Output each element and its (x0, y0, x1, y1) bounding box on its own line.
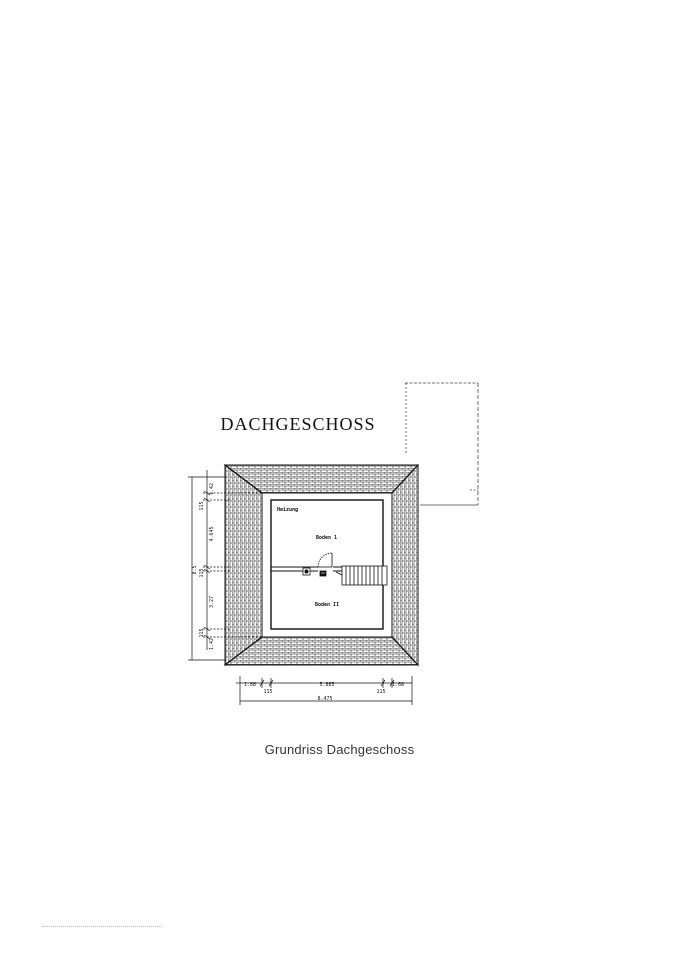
staircase (336, 566, 387, 585)
plan-title: DACHGESCHOSS (220, 414, 376, 434)
left-dimension-labels (192, 483, 215, 650)
dim-bottom-0: 1.68 (243, 682, 257, 688)
dim-left-0: 115 (199, 501, 205, 511)
dim-left-6: 1.42 (209, 637, 215, 651)
dim-left-2: 4.645 (209, 526, 215, 542)
dim-left-1: 1.42 (209, 482, 215, 496)
caption: Grundriss Dachgeschoss (264, 742, 415, 757)
dim-left-7: 8.5 (192, 565, 198, 575)
dim-left-4: 3.27 (209, 595, 215, 609)
dim-left-5: 115 (199, 628, 205, 638)
room-label-boden-2: Boden II (315, 602, 340, 608)
roof-left (225, 465, 262, 665)
bottom-dimension-labels (244, 682, 404, 702)
dim-bottom-wall-0: 115 (263, 689, 273, 695)
dim-bottom-2: 1.68 (391, 682, 405, 688)
room-label-boden-1: Boden 1 (316, 535, 338, 541)
dim-bottom-1: 5.885 (319, 682, 335, 688)
scan-artifact (42, 926, 162, 929)
inner-wall (271, 500, 383, 629)
dim-bottom-total: 8.475 (317, 696, 333, 702)
dim-bottom-wall-1: 115 (376, 689, 386, 695)
roof-right (392, 465, 418, 665)
room-label-heizung: Heizung (277, 507, 299, 513)
dim-left-3: 115 (199, 568, 205, 578)
